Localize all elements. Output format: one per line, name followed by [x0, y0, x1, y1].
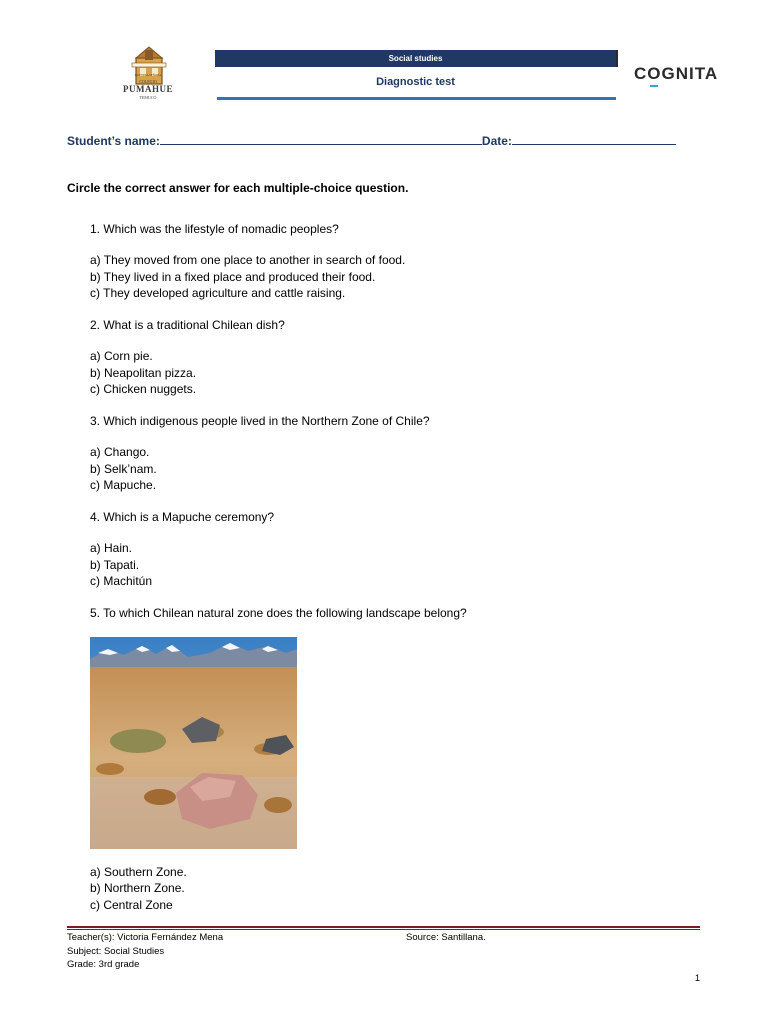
- question-2-prompt: 2. What is a traditional Chilean dish?: [90, 318, 285, 332]
- school-name: PUMAHUE: [123, 84, 173, 94]
- question-1-option-c[interactable]: c) They developed agriculture and cattle raising.: [90, 286, 346, 300]
- question-2-option-b[interactable]: b) Neapolitan pizza.: [90, 366, 197, 380]
- footer-source: Source: Santillana.: [406, 932, 486, 943]
- footer-teacher: Teacher(s): Victoria Fernández Mena: [67, 932, 224, 943]
- question-4-prompt: 4. Which is a Mapuche ceremony?: [90, 510, 275, 524]
- footer-grade: Grade: 3rd grade: [67, 959, 140, 970]
- test-title: Diagnostic test: [376, 76, 455, 88]
- question-3-option-c[interactable]: c) Mapuche.: [90, 478, 157, 492]
- student-name-label: Student’s name:: [67, 134, 160, 148]
- landscape-photo: [90, 637, 297, 849]
- school-college-label: COLEGIO: [139, 79, 157, 84]
- question-1-option-a[interactable]: a) They moved from one place to another in search of food.: [90, 253, 406, 267]
- question-3-option-a[interactable]: a) Chango.: [90, 445, 150, 459]
- cognita-logo: COGNITA: [634, 64, 719, 83]
- date-label: Date:: [481, 134, 512, 148]
- question-5-option-a[interactable]: a) Southern Zone.: [90, 865, 187, 879]
- subject-band: [215, 50, 618, 67]
- question-4-option-a[interactable]: a) Hain.: [90, 541, 133, 555]
- question-2-option-c[interactable]: c) Chicken nuggets.: [90, 382, 197, 396]
- cognita-accent-mark: [650, 85, 658, 87]
- question-1-option-b[interactable]: b) They lived in a fixed place and produced their food.: [90, 270, 376, 284]
- subject-band-label: Social studies: [388, 54, 443, 63]
- footer-divider-top: [67, 926, 700, 928]
- student-name-blank[interactable]: [160, 133, 482, 145]
- header-divider: [217, 97, 616, 100]
- school-city: TEMUCO: [139, 95, 157, 100]
- question-5-prompt: 5. To which Chilean natural zone does the following landscape belong?: [90, 606, 467, 620]
- question-4-option-b[interactable]: b) Tapati.: [90, 558, 140, 572]
- question-1-prompt: 1. Which was the lifestyle of nomadic peoples?: [90, 222, 339, 236]
- question-4-option-c[interactable]: c) Machitún: [90, 574, 153, 588]
- student-info-line: [67, 133, 697, 148]
- instructions-text: Circle the correct answer for each multiple-choice question.: [67, 181, 409, 195]
- footer-divider-bottom: [67, 929, 700, 930]
- question-5-option-c[interactable]: c) Central Zone: [90, 898, 173, 912]
- footer-subject: Subject: Social Studies: [67, 946, 165, 957]
- question-3-option-b[interactable]: b) Selk’nam.: [90, 462, 157, 476]
- date-blank[interactable]: [512, 133, 676, 145]
- page-number: 1: [695, 973, 701, 983]
- question-3-prompt: 3. Which indigenous people lived in the Northern Zone of Chile?: [90, 414, 430, 428]
- question-2-option-a[interactable]: a) Corn pie.: [90, 349, 153, 363]
- school-tagline: NUESTRA SEÑORA: [134, 73, 162, 77]
- question-5-option-b[interactable]: b) Northern Zone.: [90, 881, 185, 895]
